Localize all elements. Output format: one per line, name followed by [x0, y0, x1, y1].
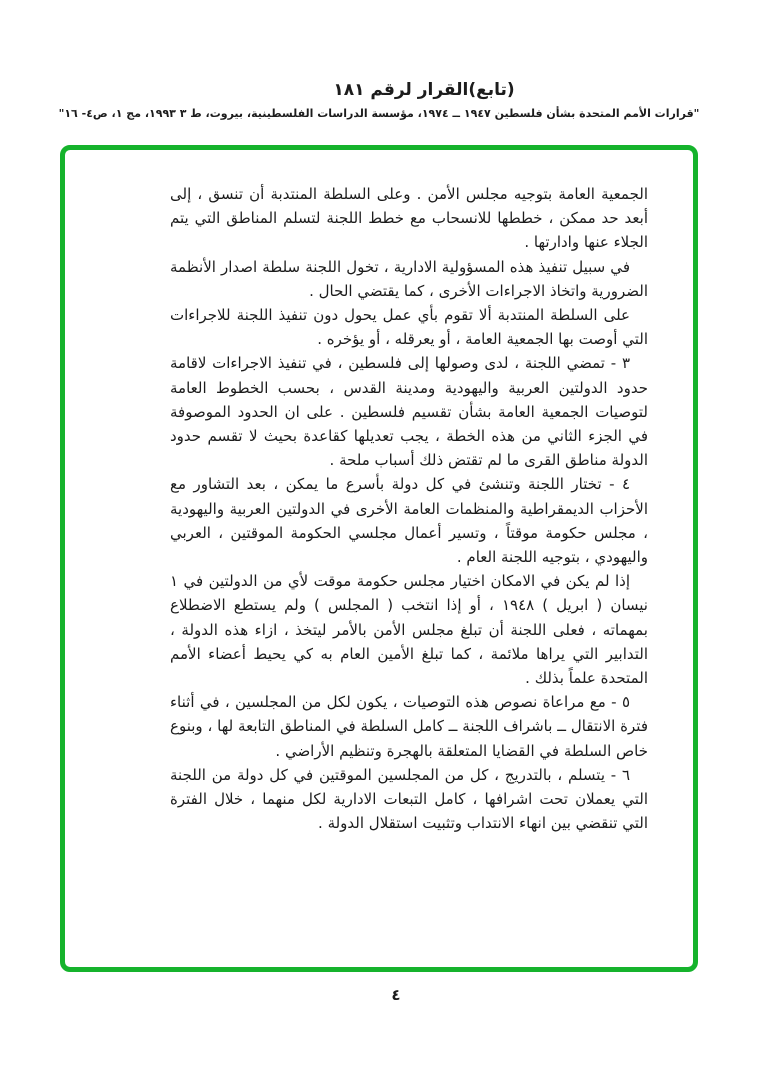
document-body	[170, 182, 648, 927]
page-number: ٤	[391, 986, 401, 1004]
paragraph: إذا لم يكن في الامكان اختيار مجلس حكومة موقت لأي من الدولتين في ١ نيسان ( ابريل ) ١٩٤٨ ، أو إذا انتخب ( المجلس ) ولم يستطع الاضطلاع بمهماته ، فعلى اللجنة أن تبلغ مجلس الأمن بالأمر ليتخذ ، ازاء هذه الدولة ، التدابير التي يراها ملائمة ، كما تبلغ الأمين العام به كي يحيط أعضاء الأمم المتحدة علماً بذلك .	[170, 572, 648, 688]
paragraph: في سبيل تنفيذ هذه المسؤولية الادارية ، تخول اللجنة سلطة اصدار الأنظمة الضرورية واتخاذ الاجراءات الأخرى ، كما يقتضي الحال .	[170, 257, 648, 300]
page-title: (تابع)القرار لرقم ١٨١	[333, 80, 515, 100]
paragraph-item-3: ٣ - تمضي اللجنة ، لدى وصولها إلى فلسطين ، في تنفيذ الاجراءات لاقامة حدود الدولتين العربية واليهودية ومدينة القدس ، بحسب الخطوط العامة لتوصيات الجمعية العامة بشأن تقسيم فلسطين . على ان الحدود الموصوفة في الجزء الثاني من هذه الخطة ، يجب تعديلها كقاعدة بحيث لا تقسم حدود الدولة مناطق القرى ما لم تقتض ذلك أسباب ملحة .	[170, 354, 648, 470]
document-border-box	[60, 145, 698, 972]
paragraph-item-4: ٤ - تختار اللجنة وتنشئ في كل دولة بأسرع ما يمكن ، بعد التشاور مع الأحزاب الديمقراطية والمنظمات العامة الأخرى في الدولتين العربية واليهودية ، مجلس حكومة موقتاً ، وتسير أعمال مجلسي الحكومة الموقتين ، العربي واليهودي ، بتوجيه اللجنة العام .	[170, 475, 648, 567]
paragraph-item-6: ٦ - يتسلم ، بالتدريج ، كل من المجلسين الموقتين في كل دولة من اللجنة التي يعملان تحت اشرافها ، كامل التبعات الادارية لكل منهما ، خلال الفترة التي تنقضي بين انهاء الانتداب وتثبيت استقلال الدولة .	[170, 765, 648, 833]
paragraph-item-5: ٥ - مع مراعاة نصوص هذه التوصيات ، يكون لكل من المجلسين ، في أثناء فترة الانتقال ــ باشراف اللجنة ــ كامل السلطة في المناطق التابعة لها ، وبنوع خاص السلطة في القضايا المتعلقة بالهجرة وتنظيم الأراضي .	[170, 693, 648, 760]
paragraph-continuation: الجمعية العامة بتوجيه مجلس الأمن . وعلى السلطة المنتدبة أن تنسق ، إلى أبعد حد ممكن ، خططها للانسحاب مع خطط اللجنة لتسلم المناطق التي يتم الجلاء عنها وادارتها .	[170, 185, 648, 252]
source-citation: "قرارات الأمم المتحدة بشأن فلسطين ١٩٤٧ ــ ١٩٧٤، مؤسسة الدراسات الفلسطينية، بيروت، ط ٣ ١٩٩٣، مج ١، ص٤- ١٦"	[58, 107, 700, 120]
paragraph: على السلطة المنتدبة ألا تقوم بأي عمل يحول دون تنفيذ اللجنة للاجراءات التي أوصت بها الجمعية العامة ، أو يعرقله ، أو يؤخره .	[170, 306, 648, 349]
